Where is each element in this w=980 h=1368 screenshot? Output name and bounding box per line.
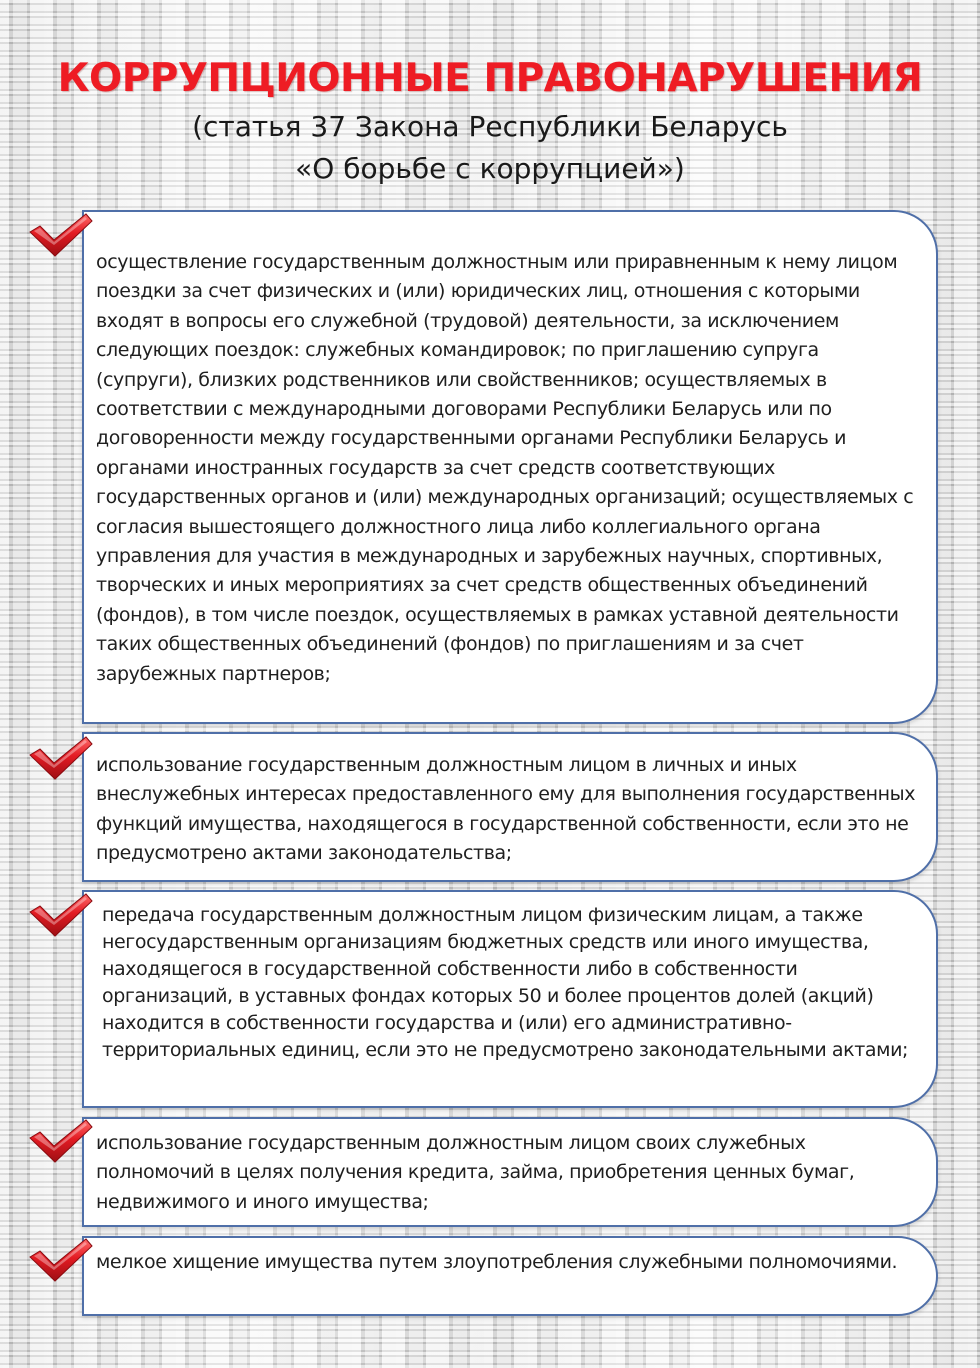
- subtitle-line-1: (статья 37 Закона Республики Беларусь: [192, 110, 788, 143]
- offense-item-3-text: передача государственным должностным лицом физическим лицам, а также негосударственным организациям бюджетных средств или иного имущества, находящегося в государственной собственности либо в собственности организаций, в уставных фондах которых 50 и более процентов долей (акций) находится в собственности государства и (или) его административно-территориальных единиц, если это не предусмотрено законодательными актами;: [102, 904, 909, 1061]
- offense-item-2: [82, 732, 938, 882]
- page-title: КОРРУПЦИОННЫЕ ПРАВОНАРУШЕНИЯ: [57, 56, 923, 101]
- offense-item-4-text: использование государственным должностным лицом своих служебных полномочий в целях получения кредита, займа, приобретения ценных бумаг, недвижимого и иного имущества;: [96, 1132, 855, 1213]
- red-checkmark-icon: [28, 1237, 94, 1283]
- offense-item-5-text: мелкое хищение имущества путем злоупотребления служебными полномочиями.: [96, 1251, 898, 1273]
- red-checkmark-icon: [28, 735, 94, 781]
- offense-item-1: [82, 210, 938, 724]
- red-checkmark-icon: [28, 212, 94, 258]
- subtitle-line-2: «О борьбе с коррупцией»): [295, 152, 685, 185]
- red-checkmark-icon: [28, 892, 94, 938]
- offense-item-5: [82, 1236, 938, 1316]
- offense-item-3: [82, 890, 938, 1108]
- offense-item-1-text: осуществление государственным должностным или приравненным к нему лицом поездки за счет физических и (или) юридических лиц, отношения с которыми входят в вопросы его служебной (трудовой) деятельности, за исключением следующих поездок: служебных командировок; по приглашению супруга (супруги), близких родственников или свойственников; осуществляемых в соответствии с международными договорами Республики Беларусь или по договоренности между государственными органами Республики Беларусь и органами иностранных государств за счет средств соответствующих государственных органов и (или) международных организаций; осуществляемых с согласия вышестоящего должностного лица либо коллегиального органа управления для участия в международных и зарубежных научных, спортивных, творческих и иных мероприятиях за счет средств общественных объединений (фондов), в том числе поездок, осуществляемых в рамках уставной деятельности таких общественных объединений (фондов) по приглашениям и за счет зарубежных партнеров;: [96, 251, 914, 685]
- offense-item-4: [82, 1117, 938, 1227]
- poster-header: [0, 52, 980, 190]
- offense-item-2-text: использование государственным должностным лицом в личных и иных внеслужебных интересах предоставленного ему для выполнения государственных функций имущества, находящегося в государственной собственности, если это не предусмотрено актами законодательства;: [96, 754, 916, 865]
- red-checkmark-icon: [28, 1118, 94, 1164]
